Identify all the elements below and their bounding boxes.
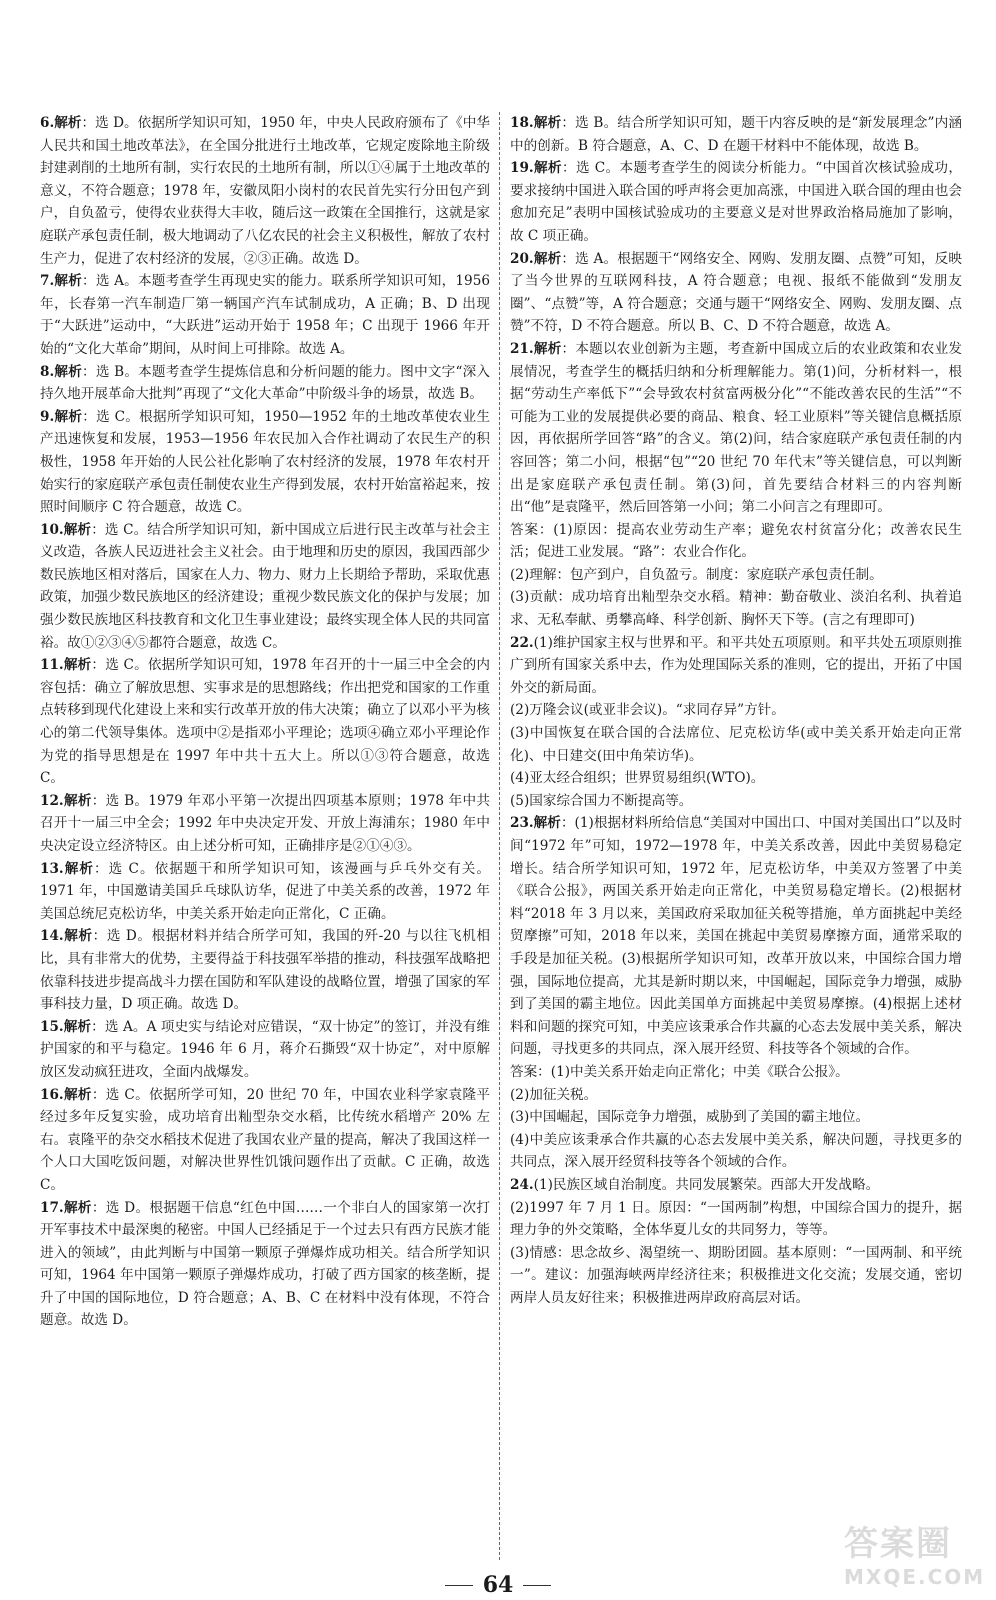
- question-body: ：选 B。1979 年邓小平第一次提出四项基本原则；1978 年中共召开十一届三中全会；1992 年中央决定开发、开放上海浦东；1980 年中央决定设立经济特区。由上述分析可知，正确排序是②①④③。: [40, 792, 490, 854]
- analysis-tag: 解析: [54, 273, 83, 290]
- question-body: ：选 A。A 项史实与结论对应错误，“双十协定”的签订，并没有维护国家的和平与稳定。1946 年 6 月，蒋介石撕毁“双十协定”，对中原解放区发动疯狂进攻，全面内战爆发。: [40, 1018, 490, 1080]
- question-item: [40, 270, 490, 360]
- question-body: (1)维护国家主权与世界和平。和平共处五项原则。和平共处五项原则推广到所有国家关系中去，作为处理国际关系的准则，它的提出，开拓了中国外交的新局面。: [510, 634, 962, 696]
- answer-paragraph: (2)加征关税。: [510, 1086, 598, 1103]
- question-item: [40, 361, 490, 406]
- question-item: [40, 1197, 490, 1333]
- answer-paragraph: 答案：(1)原因：提高农业劳动生产率；避免农村贫富分化；改善农民生活；促进工业发展。“路”：农业合作化。: [510, 521, 962, 561]
- question-body: ：选 A。本题考查学生再现史实的能力。联系所学知识可知，1956 年，长春第一汽车制造厂第一辆国产汽车试制成功，A 正确；B、D 出现于“大跃进”运动中，“大跃进”运动开始于 1958 年；C 出现于 1966 年开始的“文化大革命”期间，从时间上可排除。故选 A。: [40, 273, 490, 357]
- analysis-tag: 解析: [533, 115, 562, 131]
- analysis-tag: 解析: [54, 363, 83, 380]
- question-item: [40, 790, 490, 858]
- question-number: 9.: [40, 408, 55, 425]
- answer-paragraph: (3)中国恢复在联合国的合法席位、尼克松访华(或中美关系开始走向正常化)、中日建交(田中角荣访华)。: [510, 725, 962, 764]
- analysis-tag: 解析: [63, 928, 93, 945]
- question-item: [40, 1016, 490, 1084]
- analysis-tag: 解析: [533, 250, 562, 267]
- question-item: [40, 406, 490, 519]
- watermark-logo: [844, 1516, 984, 1594]
- question-item: [510, 1174, 962, 1197]
- question-body: ：选 C。结合所学知识可知，新中国成立后进行民主改革与社会主义改造，各族人民迈进社会主义社会。由于地理和历史的原因，我国西部少数民族地区相对落后，国家在人力、物力、财力上长期给予帮助，采取优惠政策，加强少数民族地区的经济建设；重视少数民族文化的保护与发展；加强少数民族地区科技教育和文化卫生事业建设；最终实现全体人民的共同富裕。故①②③④⑤都符合题意，故选 C。: [40, 521, 490, 651]
- question-body: ：选 C。依据所学知识可知，1978 年召开的十一届三中全会的内容包括：确立了解放思想、实事求是的思想路线；作出把党和国家的工作重点转移到现代化建设上来和实行改革开放的伟大决策；确立了以邓小平为核心的第二代领导集体。选项中②是指邓小平理论；选项④确立邓小平理论作为党的指导思想是在 1997 年中共十五大上。所以①③符合题意，故选 C。: [40, 657, 491, 787]
- question-number: 22.: [510, 634, 534, 651]
- question-item: [510, 112, 962, 157]
- question-item: [510, 632, 962, 700]
- analysis-tag: 解析: [63, 792, 92, 809]
- question-item: [510, 338, 962, 519]
- question-number: 17.: [40, 1199, 64, 1216]
- question-item: [40, 112, 490, 270]
- question-body: ：选 C。本题考查学生的阅读分析能力。“中国首次核试验成功，要求接纳中国进入联合国的呼声将会更加高涨，中国进入联合国的理由也会愈加充足”表明中国核试验成功的主要意义是对世界政治格局施加了影响，故 C 项正确。: [510, 160, 963, 244]
- question-number: 8.: [40, 363, 55, 380]
- analysis-tag: 解析: [63, 1199, 92, 1216]
- page-number: 64: [482, 1572, 514, 1598]
- question-body: (1)民族区域自治制度。共同发展繁荣。西部大开发战略。: [533, 1176, 880, 1193]
- question-number: 14.: [40, 928, 64, 945]
- answer-paragraph: (3)贡献：成功培育出籼型杂交水稻。精神：勤奋敬业、淡泊名利、执着追求、无私奉献、勇攀高峰、科学创新、胸怀天下等。(言之有理即可): [510, 589, 962, 629]
- question-number: 11.: [40, 657, 64, 674]
- question-body: ：选 B。本题考查学生提炼信息和分析问题的能力。图中文字“深入持久地开展革命大批判”再现了“文化大革命”中阶级斗争的场景，故选 B。: [40, 363, 491, 403]
- analysis-tag: 解析: [533, 815, 561, 832]
- question-item: [510, 248, 962, 338]
- analysis-tag: 解析: [54, 115, 82, 131]
- question-item: [510, 157, 962, 247]
- question-body: ：选 D。根据材料并结合所学可知，我国的歼-20 与以往飞机相比，具有非常大的优势，主要得益于科技强军举措的推动，科技强军战略把依靠科技进步提高战斗力摆在国防和军队建设的战略位置，增强了国家的军事科技力量，D 项正确。故选 D。: [40, 928, 491, 1013]
- answer-paragraph: (3)情感：思念故乡、渴望统一、期盼团圆。基本原则：“一国两制、和平统一”。建议：加强海峡两岸经济往来；积极推进文化交流；发展交通，密切两岸人员友好往来；积极推进两岸政府高层对话。: [510, 1244, 962, 1306]
- answer-paragraph: (2)理解：包产到户，自负盈亏。制度：家庭联产承包责任制。: [510, 566, 883, 583]
- footer-rule-right: [523, 1585, 551, 1586]
- watermark-logo-url: MXQE.COM: [844, 1565, 986, 1589]
- answer-paragraph: (4)亚太经合组织；世界贸易组织(WTO)。: [510, 770, 765, 787]
- answer-paragraph: 答案：(1)中美关系开始走向正常化；中美《联合公报》。: [510, 1063, 849, 1080]
- question-number: 12.: [40, 792, 64, 809]
- right-column: [510, 112, 962, 1309]
- question-number: 23.: [510, 815, 534, 832]
- analysis-tag: 解析: [63, 657, 92, 674]
- analysis-tag: 解析: [63, 521, 92, 538]
- question-body: ：本题以农业创新为主题，考查新中国成立后的农业政策和农业发展情况，考查学生的概括归纳和分析理解能力。第(1)问，分析材料一，根据“劳动生产率低下”“会导致农村贫富两极分化”“不能改善农民的生活”“不可能为工业的发展提供必要的商品、粮食、轻工业原料”等关键信息概括原因，再依据所学回答“路”的含义。第(2)问，结合家庭联产承包责任制的内容回答；第二小问，根据“包”“20 世纪 70 年代末”等关键信息，可以判断出是家庭联产承包责任制。第(3)问，首先要结合材料三的内容判断出“他”是袁隆平，然后回答第一小问；第二小问言之有理即可。: [510, 340, 962, 516]
- question-body: ：选 D。依据所学知识可知，1950 年，中央人民政府颁布了《中华人民共和国土地改革法》，在全国分批进行土地改革，它规定废除地主阶级封建剥削的土地所有制，实行农民的土地所有制，所以①④属于土地改革的意义，不符合题意；1978 年，安徽凤阳小岗村的农民首先实行分田包产到户，自负盈亏，使得农业获得大丰收，随后这一政策在全国推行，这就是家庭联产承包责任制，极大地调动了八亿农民的社会主义积极性，解放了农村生产力，促进了农村经济的发展，②③正确。故选 D。: [40, 115, 491, 267]
- question-body: ：选 D。根据题干信息“红色中国……一个非白人的国家第一次打开军事技术中最深奥的秘密。中国人已经插足于一个过去只有西方民族才能进入的领域”，由此判断与中国第一颗原子弹爆炸成功相关。结合所学知识可知，1964 年中国第一颗原子弹爆炸成功，打破了西方国家的核垄断，提升了中国的国际地位，D 符合题意；A、B、C 在材料中没有体现，不符合题意。故选 D。: [40, 1199, 491, 1329]
- analysis-tag: 解析: [54, 408, 83, 425]
- answer-paragraph: (2)1997 年 7 月 1 日。原因：“一国两制”构想，中国综合国力的提升，据理力争的外交策略，全体华夏儿女的共同努力，等等。: [510, 1199, 962, 1239]
- answer-paragraph: (5)国家综合国力不断提高等。: [510, 792, 693, 809]
- question-body: ：选 C。依据题干和所学知识可知，该漫画与乒乓外交有关。1971 年，中国邀请美国乒乓球队访华，促进了中美关系的改善，1972 年美国总统尼克松访华，中美关系开始走向正常化，C 正确。: [40, 860, 490, 922]
- footer-rule-left: [445, 1585, 473, 1586]
- question-number: 18.: [510, 115, 534, 131]
- analysis-tag: 解析: [63, 860, 94, 877]
- question-item: [40, 1084, 490, 1197]
- question-item: [40, 925, 490, 1015]
- answer-paragraph: (4)中美应该秉承合作共赢的心态去发展中美关系，解决问题，寻找更多的共同点，深入展开经贸科技等各个领域的合作。: [510, 1131, 962, 1171]
- analysis-tag: 解析: [533, 340, 562, 357]
- question-number: 16.: [40, 1086, 64, 1103]
- question-number: 19.: [510, 160, 534, 177]
- answer-paragraph: (2)万隆会议(或亚非会议)。“求同存异”方针。: [510, 702, 785, 719]
- question-body: ：选 C。根据所学知识可知，1950—1952 年的土地改革使农业生产迅速恢复和发展，1953—1956 年农民加入合作社调动了农民生产的积极性，1958 年开始的人民公社化影响了农村经济的发展，1978 年农村开始实行的家庭联产承包责任制使农业生产得到发展，农村开始富裕起来，按照时间顺序 C 符合题意，故选 C。: [40, 408, 490, 516]
- question-number: 20.: [510, 250, 534, 267]
- question-number: 13.: [40, 860, 64, 877]
- question-body: ：(1)根据材料所给信息“美国对中国出口、中国对美国出口”以及时间“1972 年”可知，1972—1978 年，中美关系改善，因此中美贸易稳定增长。结合所学知识可知，1972 年，尼克松访华，中美双方签署了中美《联合公报》，两国关系开始走向正常化，中美贸易稳定增长。(2)根据材料“2018 年 3 月以来，美国政府采取加征关税等措施，单方面挑起中美经贸摩擦”可知，2018 年以来，美国在挑起中美贸易摩擦方面，通常采取的手段是加征关税。(3)根据所学知识可知，改革开放以来，中国综合国力增强，国际地位提高，尤其是新时期以来，中国崛起，国际竞争力增强，威胁到了美国的霸主地位。因此美国单方面挑起中美贸易摩擦。(4)根据上述材料和问题的探究可知，中美应该秉承合作共赢的心态去发展中美关系，解决问题，寻找更多的共同点，深入展开经贸、科技等各个领域的合作。: [510, 815, 962, 1058]
- question-number: 15.: [40, 1018, 64, 1035]
- question-body: ：选 B。结合所学知识可知，题干内容反映的是“新发展理念”内涵中的创新。B 符合题意，A、C、D 在题干材料中不能体现，故选 B。: [510, 115, 962, 154]
- question-number: 6.: [40, 115, 55, 131]
- question-item: [510, 812, 962, 1061]
- question-number: 10.: [40, 521, 64, 538]
- question-item: [40, 519, 490, 655]
- question-body: ：选 C。依据所学可知，20 世纪 70 年，中国农业科学家袁隆平经过多年反复实验，成功培育出籼型杂交水稻，比传统水稻增产 20% 左右。袁隆平的杂交水稻技术促进了我国农业产量的提高，解决了我国这样一个人口大国吃饭问题，对解决世界性饥饿问题作出了贡献。C 正确，故选 C。: [40, 1086, 491, 1193]
- question-item: [40, 858, 490, 926]
- column-divider: [499, 112, 500, 1560]
- watermark-logo-text: 答案圈: [844, 1524, 952, 1564]
- answer-paragraph: (3)中国崛起，国际竞争力增强，威胁到了美国的霸主地位。: [510, 1109, 870, 1126]
- analysis-tag: 解析: [63, 1018, 92, 1035]
- analysis-tag: 解析: [63, 1086, 92, 1103]
- question-number: 7.: [40, 273, 55, 290]
- question-item: [40, 654, 490, 790]
- left-column: [40, 112, 490, 1332]
- question-number: 24.: [510, 1176, 534, 1193]
- question-body: ：选 A。根据题干“网络安全、网购、发朋友圈、点赞”可知，反映了当今世界的互联网科技，A 符合题意；电视、报纸不能做到“发朋友圈”、“点赞”等，A 符合题意；交通与题干“网络安全、网购、发朋友圈、点赞”不符，D 不符合题意。所以 B、C、D 不符合题意，故选 A。: [510, 250, 962, 335]
- question-number: 21.: [510, 340, 534, 357]
- analysis-tag: 解析: [533, 160, 563, 177]
